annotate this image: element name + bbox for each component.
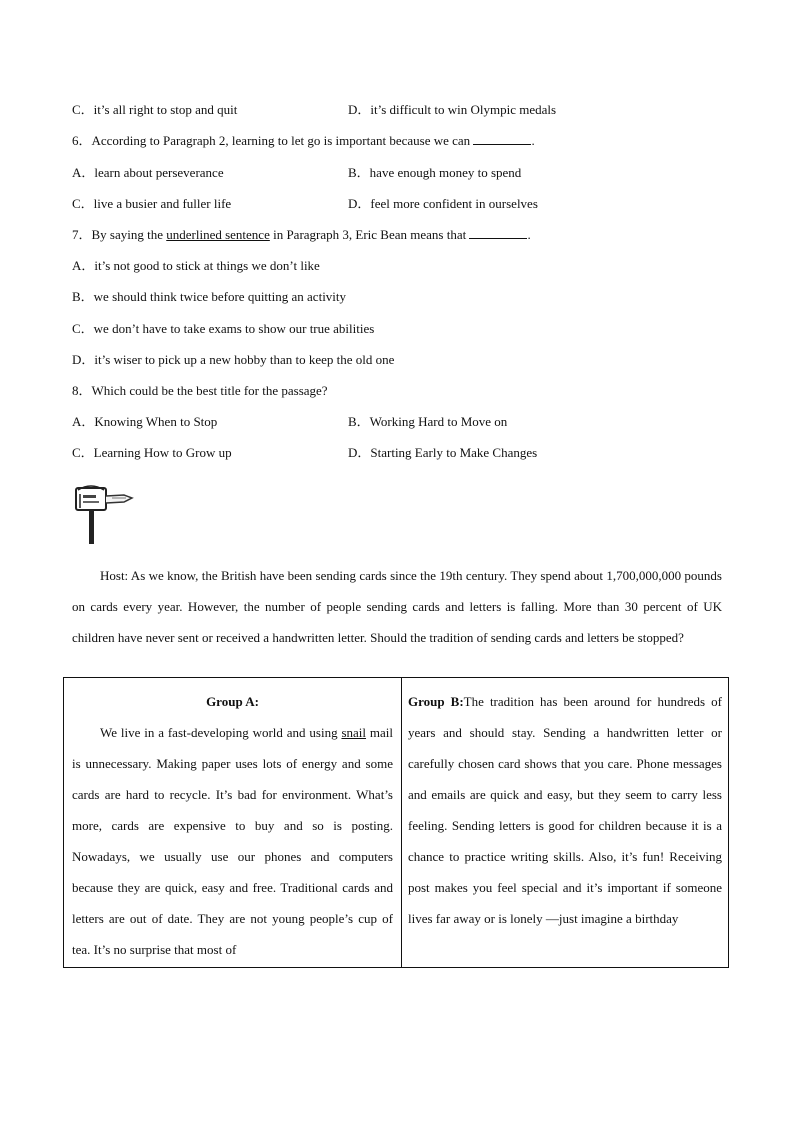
- q8-option-d: D．Starting Early to Make Changes: [348, 445, 538, 460]
- group-b-cell: [408, 686, 722, 934]
- q6-option-a: A．learn about perseverance: [72, 165, 224, 180]
- answer-blank: [469, 227, 527, 239]
- q6-option-d: D．feel more confident in ourselves: [348, 196, 538, 211]
- group-a-text-2: mail is unnecessary. Making paper uses lots of energy and some cards are hard to recycle. It’s bad for environment. What’s more, cards are expensive to buy and so is posting. Nowadays, we usually use our phones and computers because they are quick, easy and free. Traditional cards and letters are out of date. They are not young people’s cup of tea. It’s no surprise that most of: [72, 725, 393, 957]
- group-a-text-1: We live in a fast-developing world and using: [100, 725, 342, 740]
- q7-option-a: A．it’s not good to stick at things we don’t like: [72, 258, 320, 273]
- q8-option-c: C．Learning How to Grow up: [72, 445, 232, 460]
- q7-option-c: C．we don’t have to take exams to show our true abilities: [72, 321, 375, 336]
- q7-stem-text-2: in Paragraph 3, Eric Bean means that: [269, 227, 467, 242]
- q5-option-d: D．it’s difficult to win Olympic medals: [348, 102, 557, 117]
- q8-stem: 8．Which could be the best title for the passage?: [72, 383, 328, 398]
- group-b-heading: Group B:: [408, 694, 464, 709]
- q7-option-d: D．it’s wiser to pick up a new hobby than to keep the old one: [72, 352, 395, 367]
- q6-stem-text: 6．According to Paragraph 2, learning to let go is important because we can: [72, 133, 471, 148]
- q7-stem: [72, 227, 531, 243]
- host-paragraph: Host: As we know, the British have been sending cards since the 19th century. They spend about 1,700,000,000 pounds on cards every year. However, the number of people sending cards and letters is falling. More than 30 percent of UK children have never sent or received a handwritten letter. Should the tradition of sending cards and letters be stopped?: [72, 568, 722, 645]
- q6-option-c: C．live a busier and fuller life: [72, 196, 232, 211]
- answer-blank: [473, 133, 531, 145]
- q8-option-a: A．Knowing When to Stop: [72, 414, 218, 429]
- mailbox-icon: [74, 482, 138, 546]
- table-divider: [401, 678, 402, 967]
- group-a-heading: Group A:: [206, 694, 259, 709]
- group-a-text: [72, 717, 393, 965]
- group-a-cell: [72, 686, 393, 965]
- q7-option-b: B．we should think twice before quitting an activity: [72, 289, 347, 304]
- q6-stem-end: .: [531, 133, 535, 148]
- q8-option-b: B．Working Hard to Move on: [348, 414, 508, 429]
- q6-option-b: B．have enough money to spend: [348, 165, 522, 180]
- group-a-underlined-word: snail: [341, 725, 367, 740]
- q7-stem-text: 7．By saying the: [72, 227, 167, 242]
- q7-stem-end: .: [527, 227, 531, 242]
- q6-stem: [72, 133, 535, 149]
- q7-stem-underlined: underlined sentence: [166, 227, 270, 242]
- debate-table: [63, 677, 729, 968]
- group-b-text: The tradition has been around for hundreds of years and should stay. Sending a handwritten letter or carefully chosen card shows that you care. Phone messages and emails are quick and easy, but they seem to carry less feeling. Sending letters is good for children because it is a chance to practice writing skills. Also, it’s fun! Receiving post makes you feel special and it’s important if someone lives far away or is lonely —just imagine a birthday: [408, 694, 722, 926]
- q5-option-c: C．it’s all right to stop and quit: [72, 102, 238, 117]
